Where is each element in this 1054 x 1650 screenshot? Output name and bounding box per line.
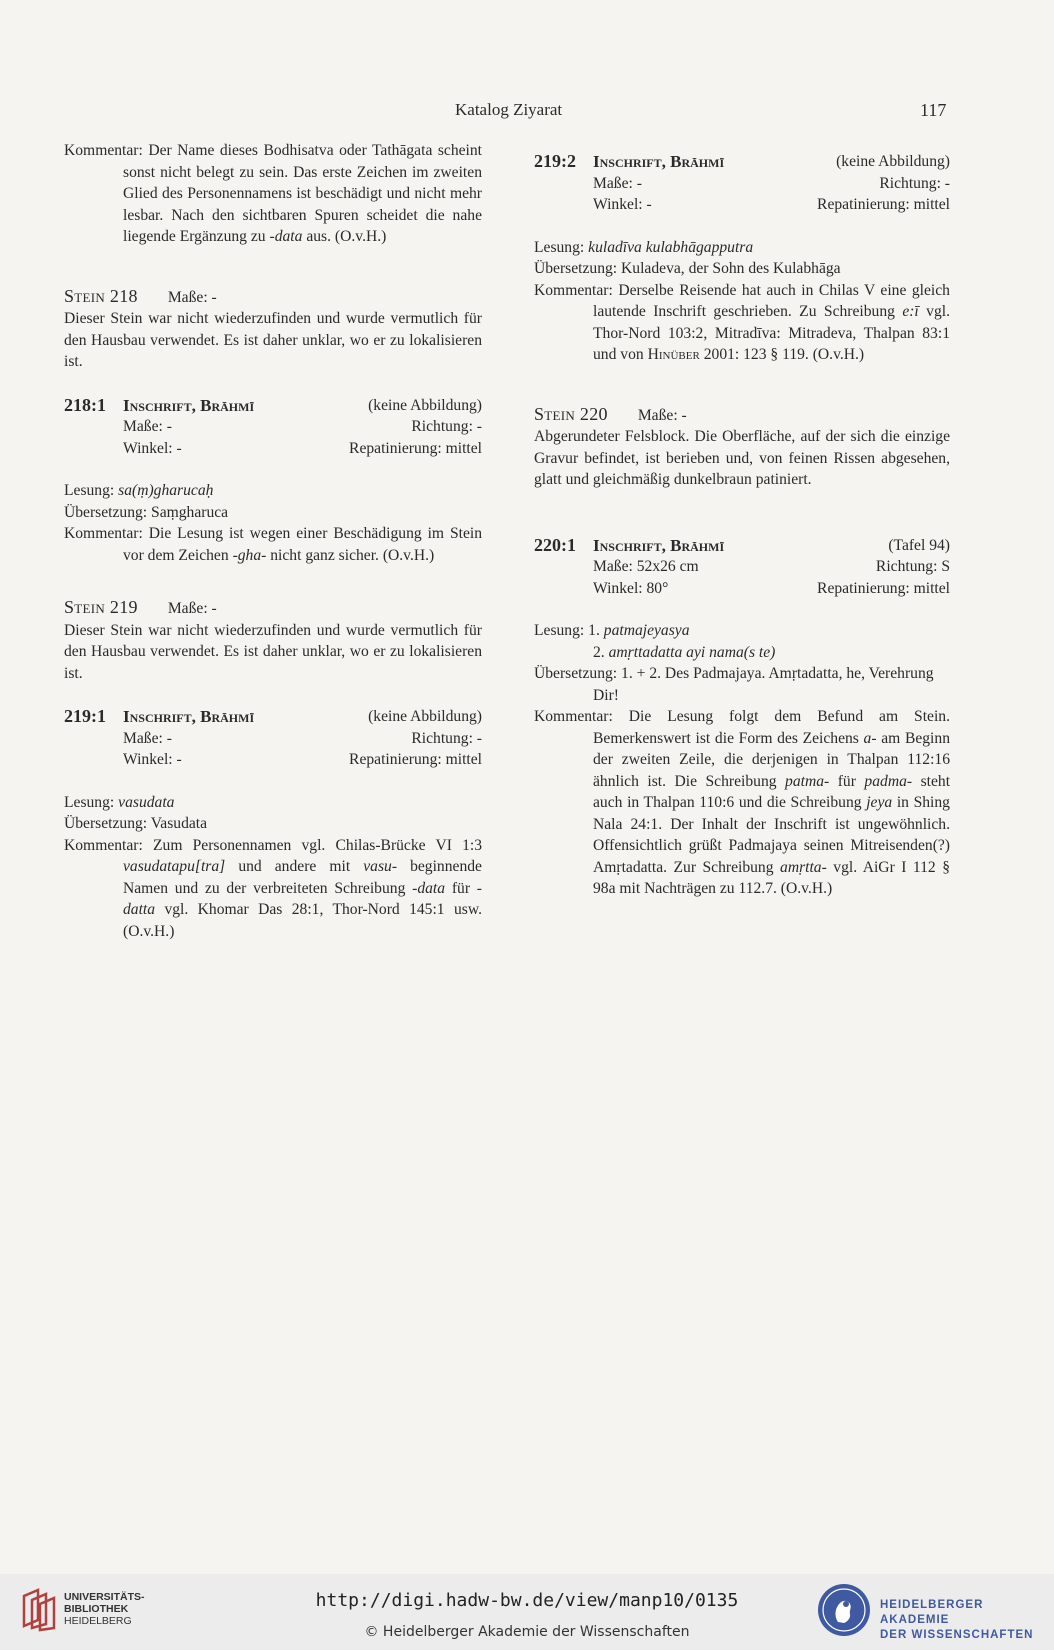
inscription-220-1-angle: Winkel: 80° Repatinierung: mittel [593, 579, 950, 597]
academy-name: HEIDELBERGER AKADEMIE DER WISSENSCHAFTEN [880, 1599, 1034, 1641]
inscription-219-2-comment: Kommentar: Derselbe Reisende hat auch in Chilas V eine gleich lautende Inschrift geschrieben. Zu Schreibung e:ī vgl. Thor-Nord 103:2, Mitradīva: Mitradeva, Thalpan 83:1 und von Hinüber 2001: 123 § 119. (O.v.H.) [534, 281, 950, 363]
stone-218-heading: Stein 218 Maße: - [64, 285, 217, 306]
inscription-220-1-translation: Übersetzung: 1. + 2. Des Padmajaya. Amṛtadatta, he, Verehrung Dir! [534, 665, 934, 704]
inscription-218-1-heading: 218:1 Inschrift, Brāhmī (keine Abbildung) [64, 394, 482, 415]
inscription-218-1-angle: Winkel: - Repatinierung: mittel [123, 439, 482, 457]
inscription-219-2-measures: Maße: - Richtung: - [593, 174, 950, 192]
permalink-url[interactable]: http://digi.hadw-bw.de/view/manp10/0135 [315, 1590, 739, 1611]
inscription-218-1-reading: Lesung: sa(ṃ)gharucaḥ [64, 482, 214, 499]
inscription-220-1-measures: Maße: 52x26 cm Richtung: S [593, 558, 950, 575]
running-title: Katalog Ziyarat [455, 100, 563, 119]
inscription-220-1-reading-line-2: 2. amṛttadatta ayi nama(s te) [593, 643, 776, 661]
inscription-219-1-angle: Winkel: - Repatinierung: mittel [123, 751, 482, 768]
inscription-220-1-reading-line-1: Lesung: 1. patmajeyasya [534, 622, 690, 639]
inscription-219-1-reading: Lesung: vasudata [64, 793, 175, 811]
inscription-219-2-heading: 219:2 Inschrift, Brāhmī (keine Abbildung) [534, 151, 950, 171]
stone-220-heading: Stein 220 Maße: - [534, 403, 687, 424]
stone-218-description: Dieser Stein war nicht wiederzufinden und wurde vermutlich für den Hausbau verwendet. Es ist daher unklar, wo er zu lokalisieren ist. [64, 310, 482, 370]
inscription-219-1-heading: 219:1 Inschrift, Brāhmī (keine Abbildung) [64, 706, 482, 726]
inscription-220-1-heading: 220:1 Inschrift, Brāhmī (Tafel 94) [534, 534, 950, 555]
inscription-218-1-comment: Kommentar: Die Lesung ist wegen einer Beschädigung im Stein vor dem Zeichen -gha- nicht ganz sicher. (O.v.H.) [64, 525, 483, 564]
stone-219-heading: Stein 219 Maße: - [64, 597, 217, 617]
inscription-220-1-comment: Kommentar: Die Lesung folgt dem Befund am Stein. Bemerkenswert ist die Form des Zeichens a- am Beginn der zweiten Zeile, die derjenigen in Thalpan 112:16 ähnlich ist. Die Schreibung patma- für padma- steht auch in Thalpan 110:6 und die Schreibung jeya in Shing Nala 24:1. Der Inhalt der Inschrift ist ungewöhnlich. Offensichtlich grüßt Padmajaya seinen Mitreisenden(?) Amṛtadatta. Zur Schreibung amṛtta- vgl. AiGr I 112 § 98a mit Nachträgen zu 112.7. (O.v.H.) [534, 708, 951, 897]
stone-219-description: Dieser Stein war nicht wiederzufinden und wurde vermutlich für den Hausbau verwendet. Es ist daher unklar, wo er zu lokalisieren ist. [64, 621, 482, 682]
inscription-219-1-measures: Maße: - Richtung: - [123, 729, 482, 747]
footer-bar [0, 1574, 1054, 1650]
copyright-notice: © Heidelberger Akademie der Wissenschaften [364, 1624, 690, 1640]
comment-paragraph: Kommentar: Der Name dieses Bodhisatva oder Tathāgata scheint sonst nicht belegt zu sein. Das erste Zeichen im zweiten Glied des Personennamens ist beschädigt und nicht mehr lesbar. Nach den sichtbaren Spuren scheidet die nahe liegende Ergänzung zu -data aus. (O.v.H.) [64, 142, 483, 245]
inscription-219-1-comment: Kommentar: Zum Personennamen vgl. Chilas-Brücke VI 1:3 vasudatapu[tra] und andere mit vasu- beginnende Namen und zu der verbreiteten Schreibung -data für -datta vgl. Khomar Das 28:1, Thor-Nord 145:1 usw. (O.v.H.) [64, 836, 482, 940]
inscription-218-1-measures: Maße: - Richtung: - [123, 418, 482, 435]
university-library-name: UNIVERSITÄTS- BIBLIOTHEK HEIDELBERG [64, 1591, 145, 1627]
stone-220-description: Abgerundeter Felsblock. Die Oberfläche, auf der sich die einzige Gravur befindet, ist berieben und, von feinen Rissen abgesehen, glatt und gleichmäßig dunkelbraun patiniert. [534, 428, 950, 488]
academy-seal-icon [816, 1582, 872, 1638]
inscription-219-1-translation: Übersetzung: Vasudata [64, 815, 208, 832]
right-column [534, 151, 950, 900]
left-column [64, 140, 482, 942]
inscription-219-2-reading: Lesung: kuladīva kulabhāgapputra [534, 238, 754, 256]
inscription-219-2-angle: Winkel: - Repatinierung: mittel [593, 196, 950, 213]
inscription-219-2-translation: Übersetzung: Kuladeva, der Sohn des Kulabhāga [534, 260, 841, 277]
page-number: 117 [920, 100, 947, 120]
inscription-218-1-translation: Übersetzung: Saṃgharuca [64, 503, 229, 521]
